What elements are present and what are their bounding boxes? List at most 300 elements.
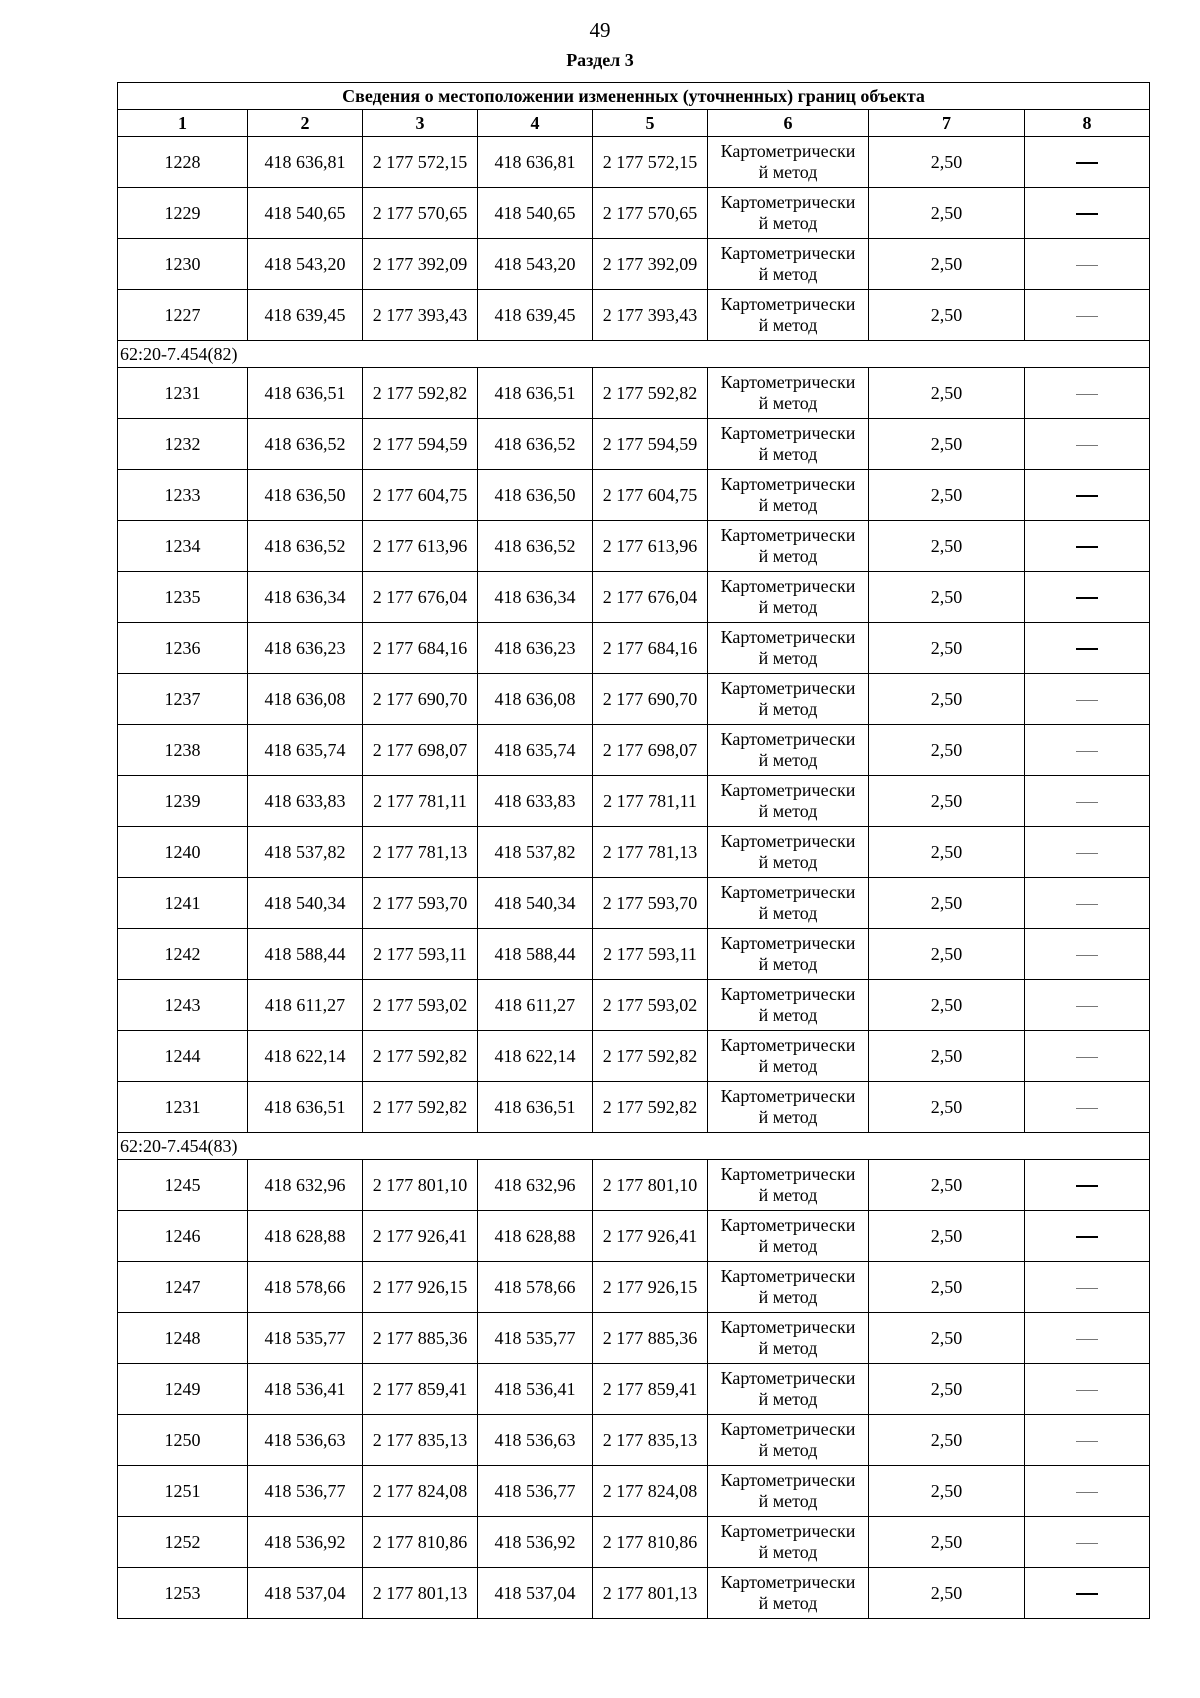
column-header: 2	[248, 110, 363, 137]
x-old-cell: 418 611,27	[248, 980, 363, 1031]
method-cell	[708, 776, 869, 827]
method-line-2: й метод	[758, 495, 818, 515]
point-number-cell: 1240	[118, 827, 248, 878]
method-cell	[708, 368, 869, 419]
method-cell	[708, 1031, 869, 1082]
dash-mark	[1076, 265, 1098, 266]
description-cell	[1025, 521, 1150, 572]
dash-mark	[1076, 1492, 1098, 1493]
description-cell	[1025, 137, 1150, 188]
description-cell	[1025, 980, 1150, 1031]
method-line-2: й метод	[758, 1593, 818, 1613]
point-number-cell: 1253	[118, 1568, 248, 1619]
description-cell	[1025, 572, 1150, 623]
table-row	[118, 1262, 1150, 1313]
accuracy-cell: 2,50	[869, 827, 1025, 878]
description-cell	[1025, 1517, 1150, 1568]
method-line-1: Картометрически	[720, 1215, 856, 1235]
method-line-2: й метод	[758, 1005, 818, 1025]
method-line-1: Картометрически	[720, 831, 856, 851]
x-old-cell: 418 635,74	[248, 725, 363, 776]
x-old-cell: 418 536,77	[248, 1466, 363, 1517]
dash-mark	[1076, 955, 1098, 956]
description-cell	[1025, 470, 1150, 521]
y-new-cell: 2 177 392,09	[593, 239, 708, 290]
method-cell	[708, 470, 869, 521]
dash-mark	[1076, 1185, 1098, 1187]
accuracy-cell: 2,50	[869, 239, 1025, 290]
dash-mark	[1076, 1108, 1098, 1109]
description-cell	[1025, 239, 1150, 290]
method-line-1: Картометрически	[720, 141, 856, 161]
x-old-cell: 418 636,81	[248, 137, 363, 188]
method-cell	[708, 521, 869, 572]
description-cell	[1025, 1568, 1150, 1619]
x-old-cell: 418 636,51	[248, 1082, 363, 1133]
method-line-2: й метод	[758, 162, 818, 182]
dash-mark	[1076, 597, 1098, 599]
x-old-cell: 418 536,63	[248, 1415, 363, 1466]
method-cell	[708, 878, 869, 929]
method-line-1: Картометрически	[720, 678, 856, 698]
table-row	[118, 521, 1150, 572]
description-cell	[1025, 878, 1150, 929]
method-line-1: Картометрически	[720, 1035, 856, 1055]
x-old-cell: 418 537,82	[248, 827, 363, 878]
point-number-cell: 1233	[118, 470, 248, 521]
x-old-cell: 418 636,52	[248, 521, 363, 572]
y-old-cell: 2 177 801,13	[363, 1568, 478, 1619]
y-old-cell: 2 177 698,07	[363, 725, 478, 776]
y-old-cell: 2 177 572,15	[363, 137, 478, 188]
method-line-1: Картометрически	[720, 243, 856, 263]
method-line-2: й метод	[758, 954, 818, 974]
point-number-cell: 1250	[118, 1415, 248, 1466]
description-cell	[1025, 1262, 1150, 1313]
x-old-cell: 418 622,14	[248, 1031, 363, 1082]
dash-mark	[1076, 213, 1098, 215]
y-old-cell: 2 177 613,96	[363, 521, 478, 572]
x-new-cell: 418 632,96	[478, 1160, 593, 1211]
table-row	[118, 674, 1150, 725]
y-new-cell: 2 177 781,11	[593, 776, 708, 827]
y-new-cell: 2 177 698,07	[593, 725, 708, 776]
method-line-1: Картометрически	[720, 1086, 856, 1106]
table-row	[118, 1364, 1150, 1415]
method-line-2: й метод	[758, 1107, 818, 1127]
method-line-2: й метод	[758, 1338, 818, 1358]
x-new-cell: 418 636,51	[478, 1082, 593, 1133]
method-line-1: Картометрически	[720, 1368, 856, 1388]
dash-mark	[1076, 445, 1098, 446]
description-cell	[1025, 1160, 1150, 1211]
dash-mark	[1076, 1593, 1098, 1595]
point-number-cell: 1241	[118, 878, 248, 929]
y-old-cell: 2 177 684,16	[363, 623, 478, 674]
x-old-cell: 418 636,08	[248, 674, 363, 725]
x-new-cell: 418 536,92	[478, 1517, 593, 1568]
method-cell	[708, 623, 869, 674]
method-line-2: й метод	[758, 315, 818, 335]
x-new-cell: 418 636,52	[478, 419, 593, 470]
x-new-cell: 418 636,52	[478, 521, 593, 572]
y-new-cell: 2 177 613,96	[593, 521, 708, 572]
method-cell	[708, 1160, 869, 1211]
method-line-2: й метод	[758, 213, 818, 233]
accuracy-cell: 2,50	[869, 188, 1025, 239]
x-new-cell: 418 636,08	[478, 674, 593, 725]
method-line-1: Картометрически	[720, 1266, 856, 1286]
x-old-cell: 418 536,92	[248, 1517, 363, 1568]
accuracy-cell: 2,50	[869, 572, 1025, 623]
accuracy-cell: 2,50	[869, 725, 1025, 776]
y-old-cell: 2 177 781,11	[363, 776, 478, 827]
method-cell	[708, 980, 869, 1031]
method-cell	[708, 137, 869, 188]
y-old-cell: 2 177 392,09	[363, 239, 478, 290]
method-line-2: й метод	[758, 648, 818, 668]
y-old-cell: 2 177 593,11	[363, 929, 478, 980]
method-line-2: й метод	[758, 1236, 818, 1256]
x-old-cell: 418 540,34	[248, 878, 363, 929]
dash-mark	[1076, 1057, 1098, 1058]
method-line-2: й метод	[758, 1056, 818, 1076]
method-line-2: й метод	[758, 546, 818, 566]
description-cell	[1025, 1415, 1150, 1466]
x-new-cell: 418 636,81	[478, 137, 593, 188]
group-row	[118, 341, 1150, 368]
x-old-cell: 418 636,23	[248, 623, 363, 674]
x-new-cell: 418 636,23	[478, 623, 593, 674]
y-old-cell: 2 177 604,75	[363, 470, 478, 521]
accuracy-cell: 2,50	[869, 137, 1025, 188]
description-cell	[1025, 188, 1150, 239]
table-row	[118, 1415, 1150, 1466]
table-row	[118, 188, 1150, 239]
x-old-cell: 418 636,52	[248, 419, 363, 470]
dash-mark	[1076, 1543, 1098, 1544]
method-line-1: Картометрически	[720, 729, 856, 749]
y-old-cell: 2 177 593,02	[363, 980, 478, 1031]
dash-mark	[1076, 1390, 1098, 1391]
table-header-row	[118, 110, 1150, 137]
x-new-cell: 418 537,82	[478, 827, 593, 878]
point-number-cell: 1228	[118, 137, 248, 188]
accuracy-cell: 2,50	[869, 1082, 1025, 1133]
method-cell	[708, 1568, 869, 1619]
point-number-cell: 1245	[118, 1160, 248, 1211]
method-cell	[708, 419, 869, 470]
x-new-cell: 418 611,27	[478, 980, 593, 1031]
x-new-cell: 418 633,83	[478, 776, 593, 827]
method-line-2: й метод	[758, 1389, 818, 1409]
method-cell	[708, 725, 869, 776]
accuracy-cell: 2,50	[869, 521, 1025, 572]
method-line-1: Картометрически	[720, 192, 856, 212]
x-new-cell: 418 636,50	[478, 470, 593, 521]
accuracy-cell: 2,50	[869, 1211, 1025, 1262]
method-line-1: Картометрически	[720, 474, 856, 494]
accuracy-cell: 2,50	[869, 929, 1025, 980]
y-new-cell: 2 177 570,65	[593, 188, 708, 239]
description-cell	[1025, 1313, 1150, 1364]
table-row	[118, 623, 1150, 674]
dash-mark	[1076, 700, 1098, 701]
method-line-1: Картометрически	[720, 627, 856, 647]
y-new-cell: 2 177 810,86	[593, 1517, 708, 1568]
description-cell	[1025, 1364, 1150, 1415]
dash-mark	[1076, 1006, 1098, 1007]
y-old-cell: 2 177 676,04	[363, 572, 478, 623]
y-new-cell: 2 177 604,75	[593, 470, 708, 521]
x-old-cell: 418 636,51	[248, 368, 363, 419]
point-number-cell: 1252	[118, 1517, 248, 1568]
x-new-cell: 418 540,34	[478, 878, 593, 929]
y-new-cell: 2 177 690,70	[593, 674, 708, 725]
table-row	[118, 725, 1150, 776]
x-new-cell: 418 537,04	[478, 1568, 593, 1619]
y-old-cell: 2 177 824,08	[363, 1466, 478, 1517]
method-cell	[708, 290, 869, 341]
description-cell	[1025, 1211, 1150, 1262]
x-old-cell: 418 636,34	[248, 572, 363, 623]
y-new-cell: 2 177 594,59	[593, 419, 708, 470]
method-cell	[708, 1415, 869, 1466]
y-new-cell: 2 177 801,10	[593, 1160, 708, 1211]
dash-mark	[1076, 162, 1098, 164]
y-old-cell: 2 177 835,13	[363, 1415, 478, 1466]
table-row	[118, 239, 1150, 290]
method-line-2: й метод	[758, 801, 818, 821]
table-row	[118, 1031, 1150, 1082]
method-line-2: й метод	[758, 597, 818, 617]
method-line-2: й метод	[758, 1440, 818, 1460]
column-header: 8	[1025, 110, 1150, 137]
x-new-cell: 418 588,44	[478, 929, 593, 980]
table-row	[118, 1313, 1150, 1364]
dash-mark	[1076, 394, 1098, 395]
dash-mark	[1076, 802, 1098, 803]
method-line-1: Картометрически	[720, 423, 856, 443]
column-header: 7	[869, 110, 1025, 137]
y-new-cell: 2 177 592,82	[593, 368, 708, 419]
table-row	[118, 1466, 1150, 1517]
method-line-2: й метод	[758, 1185, 818, 1205]
x-new-cell: 418 536,77	[478, 1466, 593, 1517]
x-new-cell: 418 535,77	[478, 1313, 593, 1364]
y-old-cell: 2 177 926,15	[363, 1262, 478, 1313]
accuracy-cell: 2,50	[869, 368, 1025, 419]
x-new-cell: 418 543,20	[478, 239, 593, 290]
x-old-cell: 418 537,04	[248, 1568, 363, 1619]
table-row	[118, 1211, 1150, 1262]
accuracy-cell: 2,50	[869, 623, 1025, 674]
y-old-cell: 2 177 885,36	[363, 1313, 478, 1364]
x-new-cell: 418 536,41	[478, 1364, 593, 1415]
y-old-cell: 2 177 594,59	[363, 419, 478, 470]
y-new-cell: 2 177 781,13	[593, 827, 708, 878]
method-line-2: й метод	[758, 393, 818, 413]
table-row	[118, 470, 1150, 521]
method-line-2: й метод	[758, 444, 818, 464]
description-cell	[1025, 1031, 1150, 1082]
method-cell	[708, 1262, 869, 1313]
method-line-1: Картометрически	[720, 1317, 856, 1337]
method-cell	[708, 1466, 869, 1517]
description-cell	[1025, 674, 1150, 725]
method-line-1: Картометрически	[720, 1470, 856, 1490]
y-new-cell: 2 177 859,41	[593, 1364, 708, 1415]
method-cell	[708, 1517, 869, 1568]
description-cell	[1025, 1466, 1150, 1517]
x-new-cell: 418 639,45	[478, 290, 593, 341]
y-old-cell: 2 177 570,65	[363, 188, 478, 239]
y-new-cell: 2 177 926,41	[593, 1211, 708, 1262]
description-cell	[1025, 623, 1150, 674]
group-label: 62:20-7.454(83)	[118, 1133, 1150, 1160]
column-header: 6	[708, 110, 869, 137]
method-cell	[708, 827, 869, 878]
description-cell	[1025, 776, 1150, 827]
x-old-cell: 418 543,20	[248, 239, 363, 290]
x-old-cell: 418 639,45	[248, 290, 363, 341]
method-cell	[708, 188, 869, 239]
description-cell	[1025, 929, 1150, 980]
accuracy-cell: 2,50	[869, 980, 1025, 1031]
x-old-cell: 418 536,41	[248, 1364, 363, 1415]
boundary-coordinates-table	[117, 82, 1150, 1619]
point-number-cell: 1242	[118, 929, 248, 980]
method-line-1: Картометрически	[720, 1164, 856, 1184]
y-old-cell: 2 177 859,41	[363, 1364, 478, 1415]
table-row	[118, 1160, 1150, 1211]
point-number-cell: 1244	[118, 1031, 248, 1082]
x-new-cell: 418 622,14	[478, 1031, 593, 1082]
y-old-cell: 2 177 810,86	[363, 1517, 478, 1568]
table-row	[118, 776, 1150, 827]
method-line-1: Картометрически	[720, 882, 856, 902]
dash-mark	[1076, 1236, 1098, 1238]
method-line-2: й метод	[758, 852, 818, 872]
method-cell	[708, 674, 869, 725]
point-number-cell: 1237	[118, 674, 248, 725]
method-line-1: Картометрически	[720, 372, 856, 392]
description-cell	[1025, 419, 1150, 470]
method-line-2: й метод	[758, 750, 818, 770]
method-line-2: й метод	[758, 1542, 818, 1562]
accuracy-cell: 2,50	[869, 1262, 1025, 1313]
method-line-2: й метод	[758, 1491, 818, 1511]
method-cell	[708, 1082, 869, 1133]
x-new-cell: 418 540,65	[478, 188, 593, 239]
description-cell	[1025, 725, 1150, 776]
y-new-cell: 2 177 824,08	[593, 1466, 708, 1517]
method-line-1: Картометрически	[720, 933, 856, 953]
point-number-cell: 1249	[118, 1364, 248, 1415]
method-cell	[708, 572, 869, 623]
accuracy-cell: 2,50	[869, 1568, 1025, 1619]
y-old-cell: 2 177 592,82	[363, 368, 478, 419]
y-old-cell: 2 177 393,43	[363, 290, 478, 341]
accuracy-cell: 2,50	[869, 290, 1025, 341]
point-number-cell: 1231	[118, 368, 248, 419]
x-new-cell: 418 578,66	[478, 1262, 593, 1313]
accuracy-cell: 2,50	[869, 1517, 1025, 1568]
dash-mark	[1076, 853, 1098, 854]
method-cell	[708, 1313, 869, 1364]
table-row	[118, 368, 1150, 419]
group-row	[118, 1133, 1150, 1160]
table-row	[118, 929, 1150, 980]
dash-mark	[1076, 751, 1098, 752]
y-new-cell: 2 177 676,04	[593, 572, 708, 623]
accuracy-cell: 2,50	[869, 776, 1025, 827]
accuracy-cell: 2,50	[869, 1313, 1025, 1364]
table-row	[118, 419, 1150, 470]
description-cell	[1025, 290, 1150, 341]
page-number: 49	[589, 18, 611, 42]
point-number-cell: 1247	[118, 1262, 248, 1313]
table-row	[118, 572, 1150, 623]
point-number-cell: 1243	[118, 980, 248, 1031]
point-number-cell: 1251	[118, 1466, 248, 1517]
y-new-cell: 2 177 593,11	[593, 929, 708, 980]
y-old-cell: 2 177 592,82	[363, 1082, 478, 1133]
dash-mark	[1076, 1339, 1098, 1340]
point-number-cell: 1231	[118, 1082, 248, 1133]
section-title: Раздел 3	[566, 50, 634, 70]
table-row	[118, 980, 1150, 1031]
method-line-1: Картометрически	[720, 1572, 856, 1592]
y-new-cell: 2 177 593,02	[593, 980, 708, 1031]
method-line-2: й метод	[758, 264, 818, 284]
method-cell	[708, 1211, 869, 1262]
x-old-cell: 418 632,96	[248, 1160, 363, 1211]
table-row	[118, 137, 1150, 188]
table-row	[118, 1082, 1150, 1133]
accuracy-cell: 2,50	[869, 674, 1025, 725]
method-line-2: й метод	[758, 1287, 818, 1307]
dash-mark	[1076, 648, 1098, 650]
point-number-cell: 1232	[118, 419, 248, 470]
method-line-1: Картометрически	[720, 780, 856, 800]
y-old-cell: 2 177 781,13	[363, 827, 478, 878]
y-old-cell: 2 177 592,82	[363, 1031, 478, 1082]
x-old-cell: 418 588,44	[248, 929, 363, 980]
method-line-1: Картометрически	[720, 1419, 856, 1439]
table-caption-row	[118, 83, 1150, 110]
description-cell	[1025, 1082, 1150, 1133]
method-cell	[708, 239, 869, 290]
y-new-cell: 2 177 684,16	[593, 623, 708, 674]
y-new-cell: 2 177 593,70	[593, 878, 708, 929]
point-number-cell: 1236	[118, 623, 248, 674]
accuracy-cell: 2,50	[869, 1415, 1025, 1466]
table-row	[118, 1568, 1150, 1619]
column-header: 1	[118, 110, 248, 137]
dash-mark	[1076, 1441, 1098, 1442]
y-new-cell: 2 177 835,13	[593, 1415, 708, 1466]
y-new-cell: 2 177 393,43	[593, 290, 708, 341]
column-header: 3	[363, 110, 478, 137]
method-cell	[708, 1364, 869, 1415]
x-new-cell: 418 635,74	[478, 725, 593, 776]
accuracy-cell: 2,50	[869, 470, 1025, 521]
point-number-cell: 1234	[118, 521, 248, 572]
x-old-cell: 418 578,66	[248, 1262, 363, 1313]
y-new-cell: 2 177 885,36	[593, 1313, 708, 1364]
method-cell	[708, 929, 869, 980]
